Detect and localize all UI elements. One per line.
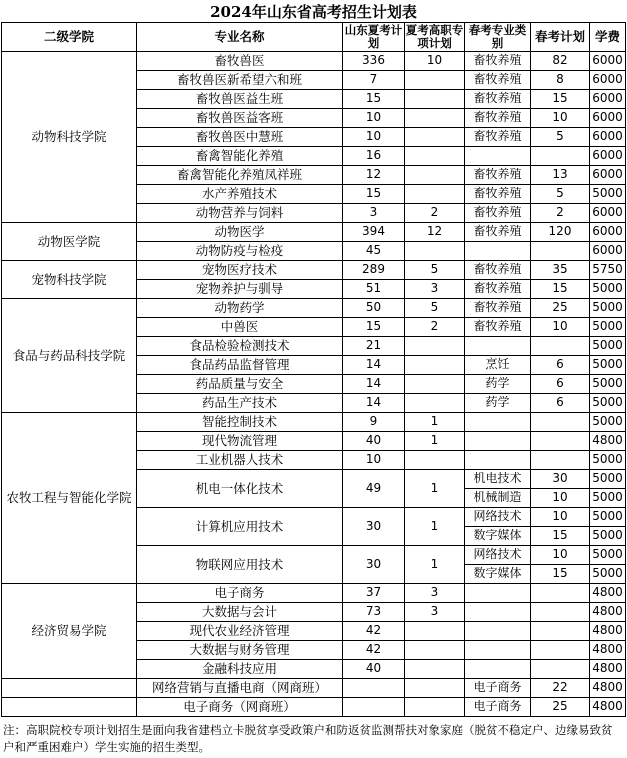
empty-college-cell [2,698,137,717]
spring-category-cell: 数字媒体 [465,527,531,546]
spring-plan-cell [531,641,590,660]
summer-plan-cell: 42 [343,641,405,660]
summer-special-cell: 2 [405,318,465,337]
major-cell: 现代物流管理 [137,432,343,451]
summer-special-cell [405,375,465,394]
fee-cell: 5000 [590,337,626,356]
fee-cell: 5000 [590,280,626,299]
enrollment-plan-table [1,22,626,717]
spring-category-cell: 网络技术 [465,508,531,527]
fee-cell: 5750 [590,261,626,280]
fee-cell: 6000 [590,223,626,242]
fee-cell: 6000 [590,109,626,128]
fee-cell: 6000 [590,90,626,109]
fee-cell: 5000 [590,413,626,432]
fee-cell: 4800 [590,584,626,603]
summer-plan-cell: 51 [343,280,405,299]
summer-plan-cell: 9 [343,413,405,432]
spring-category-cell [465,147,531,166]
summer-special-cell: 1 [405,413,465,432]
spring-plan-cell [531,622,590,641]
college-cell: 动物科技学院 [2,52,137,223]
summer-special-cell: 5 [405,261,465,280]
fee-cell: 6000 [590,204,626,223]
summer-plan-cell: 37 [343,584,405,603]
spring-plan-cell [531,603,590,622]
spring-category-cell: 畜牧养殖 [465,185,531,204]
major-cell: 工业机器人技术 [137,451,343,470]
spring-category-cell: 电子商务 [465,679,531,698]
spring-plan-cell: 15 [531,527,590,546]
summer-plan-cell: 12 [343,166,405,185]
spring-category-cell [465,622,531,641]
spring-plan-cell [531,432,590,451]
summer-special-cell [405,679,465,698]
spring-category-cell: 畜牧养殖 [465,318,531,337]
summer-special-cell: 1 [405,508,465,546]
spring-plan-cell: 15 [531,280,590,299]
spring-plan-cell: 15 [531,90,590,109]
spring-category-cell: 电子商务 [465,698,531,717]
header-summer-special: 夏考高职专项计划 [405,23,464,50]
summer-special-cell [405,356,465,375]
summer-special-cell [405,337,465,356]
major-cell: 药品生产技术 [137,394,343,413]
major-cell: 畜牧兽医新希望六和班 [137,71,343,90]
summer-plan-cell: 14 [343,375,405,394]
summer-special-cell: 1 [405,546,465,584]
spring-category-cell: 畜牧养殖 [465,90,531,109]
summer-plan-cell: 7 [343,71,405,90]
spring-category-cell [465,451,531,470]
spring-category-cell: 网络技术 [465,546,531,565]
fee-cell: 5000 [590,318,626,337]
major-cell: 电子商务（网商班） [137,698,343,717]
fee-cell: 4800 [590,641,626,660]
spring-category-cell: 药学 [465,394,531,413]
fee-cell: 5000 [590,489,626,508]
fee-cell: 6000 [590,147,626,166]
spring-category-cell: 机械制造 [465,489,531,508]
footnote: 注：高职院校专项计划招生是面向我省建档立卡脱贫享受政策户和防返贫监测帮扶对象家庭（脱贫不稳定户、边缘易致贫户和严重困难户）学生实施的招生类型。 [3,723,613,754]
summer-plan-cell: 15 [343,90,405,109]
spring-plan-cell: 30 [531,470,590,489]
summer-plan-cell: 289 [343,261,405,280]
spring-plan-cell: 6 [531,394,590,413]
fee-cell: 5000 [590,394,626,413]
summer-special-cell [405,698,465,717]
spring-category-cell [465,660,531,679]
summer-plan-cell [343,698,405,717]
header-major: 专业名称 [137,23,343,52]
spring-category-cell: 畜牧养殖 [465,299,531,318]
major-cell: 宠物医疗技术 [137,261,343,280]
header-row [2,23,626,52]
summer-special-cell: 3 [405,280,465,299]
summer-special-cell: 12 [405,223,465,242]
major-cell: 食品检验检测技术 [137,337,343,356]
summer-special-cell [405,622,465,641]
header-spring-category: 春考专业类别 [465,23,531,52]
summer-plan-cell: 394 [343,223,405,242]
fee-cell: 5000 [590,565,626,584]
spring-category-cell [465,584,531,603]
table-row [2,223,626,242]
major-cell: 电子商务 [137,584,343,603]
spring-category-cell: 畜牧养殖 [465,261,531,280]
summer-special-cell [405,641,465,660]
fee-cell: 5000 [590,546,626,565]
college-cell: 经济贸易学院 [2,584,137,679]
spring-category-cell: 畜牧养殖 [465,166,531,185]
fee-cell: 5000 [590,185,626,204]
spring-category-cell: 药学 [465,375,531,394]
summer-plan-cell: 3 [343,204,405,223]
table-row [2,413,626,432]
spring-plan-cell: 25 [531,698,590,717]
spring-category-cell: 畜牧养殖 [465,71,531,90]
major-cell: 畜牧兽医益客班 [137,109,343,128]
table-row [2,679,626,698]
major-cell: 畜禽智能化养殖 [137,147,343,166]
table-body [2,52,626,717]
summer-plan-cell: 40 [343,432,405,451]
fee-cell: 6000 [590,242,626,261]
fee-cell: 4800 [590,603,626,622]
spring-plan-cell: 25 [531,299,590,318]
summer-special-cell: 5 [405,299,465,318]
fee-cell: 4800 [590,679,626,698]
spring-plan-cell: 10 [531,109,590,128]
college-cell: 宠物科技学院 [2,261,137,299]
spring-category-cell: 数字媒体 [465,565,531,584]
spring-plan-cell [531,413,590,432]
spring-plan-cell: 8 [531,71,590,90]
table-row [2,52,626,71]
summer-special-cell: 2 [405,204,465,223]
fee-cell: 4800 [590,660,626,679]
college-cell: 农牧工程与智能化学院 [2,413,137,584]
major-cell: 计算机应用技术 [137,508,343,546]
summer-special-cell: 1 [405,470,465,508]
summer-plan-cell: 73 [343,603,405,622]
header-fee: 学费 [590,23,626,52]
spring-plan-cell: 22 [531,679,590,698]
major-cell: 物联网应用技术 [137,546,343,584]
empty-college-cell [2,679,137,698]
fee-cell: 5000 [590,299,626,318]
summer-plan-cell: 15 [343,318,405,337]
summer-plan-cell: 15 [343,185,405,204]
summer-special-cell [405,185,465,204]
spring-plan-cell [531,242,590,261]
table-row [2,261,626,280]
summer-special-cell [405,242,465,261]
spring-category-cell [465,413,531,432]
fee-cell: 5000 [590,356,626,375]
spring-plan-cell: 10 [531,546,590,565]
summer-special-cell [405,90,465,109]
spring-category-cell: 畜牧养殖 [465,128,531,147]
major-cell: 畜禽智能化养殖凤祥班 [137,166,343,185]
spring-category-cell [465,603,531,622]
summer-plan-cell: 49 [343,470,405,508]
major-cell: 大数据与会计 [137,603,343,622]
fee-cell: 4800 [590,432,626,451]
summer-special-cell [405,394,465,413]
summer-plan-cell: 10 [343,128,405,147]
summer-plan-cell: 10 [343,451,405,470]
table-row [2,299,626,318]
fee-cell: 6000 [590,71,626,90]
header-college: 二级学院 [2,23,137,52]
major-cell: 水产养殖技术 [137,185,343,204]
major-cell: 畜牧兽医益生班 [137,90,343,109]
summer-plan-cell [343,679,405,698]
spring-plan-cell: 2 [531,204,590,223]
major-cell: 智能控制技术 [137,413,343,432]
summer-plan-cell: 42 [343,622,405,641]
summer-plan-cell: 30 [343,546,405,584]
spring-plan-cell [531,337,590,356]
major-cell: 网络营销与直播电商（网商班） [137,679,343,698]
header-summer-plan: 山东夏考计划 [343,23,405,52]
spring-category-cell: 畜牧养殖 [465,223,531,242]
fee-cell: 5000 [590,508,626,527]
summer-special-cell [405,166,465,185]
summer-special-cell [405,109,465,128]
major-cell: 畜牧兽医 [137,52,343,71]
fee-cell: 5000 [590,375,626,394]
major-cell: 动物医学 [137,223,343,242]
summer-special-cell: 10 [405,52,465,71]
spring-plan-cell: 6 [531,356,590,375]
college-cell: 动物医学院 [2,223,137,261]
spring-plan-cell: 10 [531,489,590,508]
fee-cell: 6000 [590,52,626,71]
major-cell: 动物药学 [137,299,343,318]
major-cell: 中兽医 [137,318,343,337]
fee-cell: 4800 [590,698,626,717]
summer-special-cell [405,128,465,147]
spring-category-cell [465,242,531,261]
summer-plan-cell: 30 [343,508,405,546]
summer-plan-cell: 14 [343,356,405,375]
college-cell: 食品与药品科技学院 [2,299,137,413]
spring-plan-cell: 10 [531,508,590,527]
spring-plan-cell: 5 [531,185,590,204]
spring-plan-cell: 82 [531,52,590,71]
summer-plan-cell: 16 [343,147,405,166]
summer-special-cell: 3 [405,603,465,622]
spring-plan-cell: 10 [531,318,590,337]
fee-cell: 6000 [590,128,626,147]
spring-plan-cell [531,584,590,603]
major-cell: 现代农业经济管理 [137,622,343,641]
major-cell: 食品药品监督管理 [137,356,343,375]
spring-plan-cell: 15 [531,565,590,584]
spring-plan-cell: 35 [531,261,590,280]
spring-category-cell [465,432,531,451]
fee-cell: 5000 [590,470,626,489]
spring-category-cell: 烹饪 [465,356,531,375]
spring-plan-cell: 13 [531,166,590,185]
header-spring-plan: 春考计划 [531,23,590,52]
spring-category-cell: 畜牧养殖 [465,280,531,299]
summer-plan-cell: 336 [343,52,405,71]
summer-special-cell: 3 [405,584,465,603]
summer-special-cell [405,147,465,166]
spring-category-cell: 机电技术 [465,470,531,489]
summer-plan-cell: 10 [343,109,405,128]
spring-plan-cell: 5 [531,128,590,147]
major-cell: 畜牧兽医中慧班 [137,128,343,147]
summer-plan-cell: 45 [343,242,405,261]
table-title: 2024年山东省高考招生计划表 [210,2,417,21]
major-cell: 机电一体化技术 [137,470,343,508]
major-cell: 药品质量与安全 [137,375,343,394]
major-cell: 动物防疫与检疫 [137,242,343,261]
spring-plan-cell [531,147,590,166]
spring-plan-cell [531,451,590,470]
summer-special-cell [405,71,465,90]
spring-plan-cell [531,660,590,679]
fee-cell: 5000 [590,527,626,546]
summer-plan-cell: 21 [343,337,405,356]
summer-plan-cell: 40 [343,660,405,679]
major-cell: 大数据与财务管理 [137,641,343,660]
major-cell: 宠物养护与驯导 [137,280,343,299]
spring-category-cell: 畜牧养殖 [465,109,531,128]
fee-cell: 6000 [590,166,626,185]
spring-plan-cell: 6 [531,375,590,394]
table-row [2,698,626,717]
spring-category-cell: 畜牧养殖 [465,204,531,223]
summer-plan-cell: 14 [343,394,405,413]
summer-special-cell [405,660,465,679]
fee-cell: 4800 [590,622,626,641]
spring-plan-cell: 120 [531,223,590,242]
major-cell: 动物营养与饲料 [137,204,343,223]
spring-category-cell [465,641,531,660]
table-row [2,584,626,603]
fee-cell: 5000 [590,451,626,470]
summer-special-cell [405,451,465,470]
major-cell: 金融科技应用 [137,660,343,679]
spring-category-cell: 畜牧养殖 [465,52,531,71]
summer-plan-cell: 50 [343,299,405,318]
summer-special-cell: 1 [405,432,465,451]
spring-category-cell [465,337,531,356]
